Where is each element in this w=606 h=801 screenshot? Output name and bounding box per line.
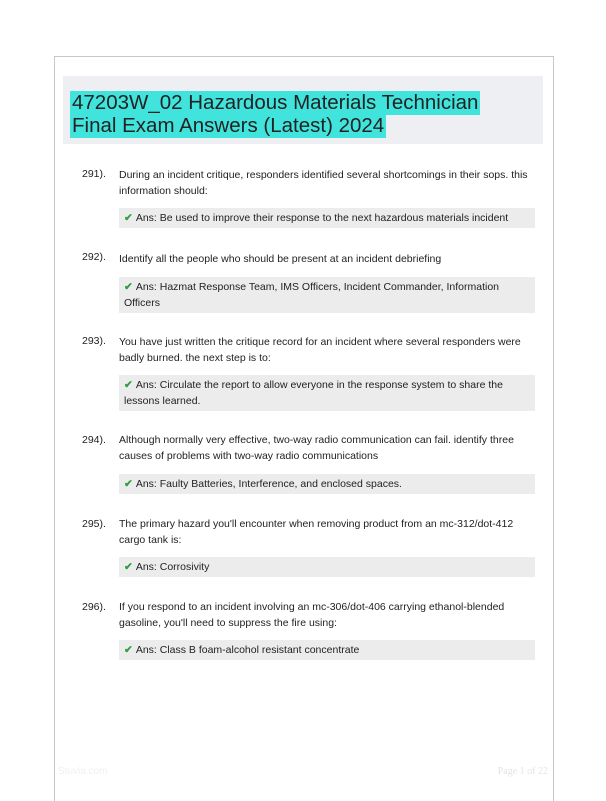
check-icon: ✔	[124, 478, 133, 490]
answer-text: Ans: Faulty Batteries, Interference, and enclosed spaces.	[135, 478, 402, 490]
check-icon: ✔	[124, 379, 133, 391]
answer-box	[119, 208, 535, 228]
question-number: 294).	[82, 434, 106, 446]
question-number: 293).	[82, 335, 106, 347]
question-number: 292).	[82, 251, 106, 263]
question-text: Identify all the people who should be present at an incident debriefing	[119, 253, 442, 265]
check-icon: ✔	[124, 212, 133, 224]
check-icon: ✔	[124, 561, 133, 573]
document-title-line-2: Final Exam Answers (Latest) 2024	[72, 114, 385, 137]
answer-box	[119, 640, 535, 660]
question-text: During an incident critique, responders identified several shortcomings in their sops. this information should:	[119, 169, 528, 197]
question-text: You have just written the critique record for an incident where several responders were badly burned. the next step is to:	[119, 336, 521, 364]
question-text: If you respond to an incident involving an mc-306/dot-406 carrying ethanol-blended gasoline, you'll need to suppress the fire using:	[119, 601, 505, 629]
check-icon: ✔	[124, 281, 133, 293]
check-icon: ✔	[124, 644, 133, 656]
document-title-line-1: 47203W_02 Hazardous Materials Technician	[72, 91, 479, 114]
question-text: Although normally very effective, two-way radio communication can fail. identify three causes of problems with two-way radio communications	[119, 434, 514, 462]
answer-text: Ans: Hazmat Response Team, IMS Officers, Incident Commander, Information Officers	[124, 281, 499, 309]
answer-text: Ans: Circulate the report to allow everyone in the response system to share the lessons learned.	[124, 379, 503, 407]
answer-box	[119, 474, 535, 494]
answer-box	[119, 375, 535, 411]
answer-box	[119, 557, 535, 577]
answer-text: Ans: Class B foam-alcohol resistant concentrate	[135, 644, 360, 656]
answer-text: Ans: Corrosivity	[135, 561, 210, 573]
question-number: 295).	[82, 518, 106, 530]
question-text: The primary hazard you'll encounter when removing product from an mc-312/dot-412 cargo tank is:	[119, 518, 514, 546]
question-number: 291).	[82, 168, 106, 180]
answer-box	[119, 277, 535, 313]
footer-watermark: Stuvia.com	[58, 766, 108, 777]
page-number: Page 1 of 22	[497, 766, 548, 777]
answer-text: Ans: Be used to improve their response to the next hazardous materials incident	[135, 212, 509, 224]
question-number: 296).	[82, 601, 106, 613]
